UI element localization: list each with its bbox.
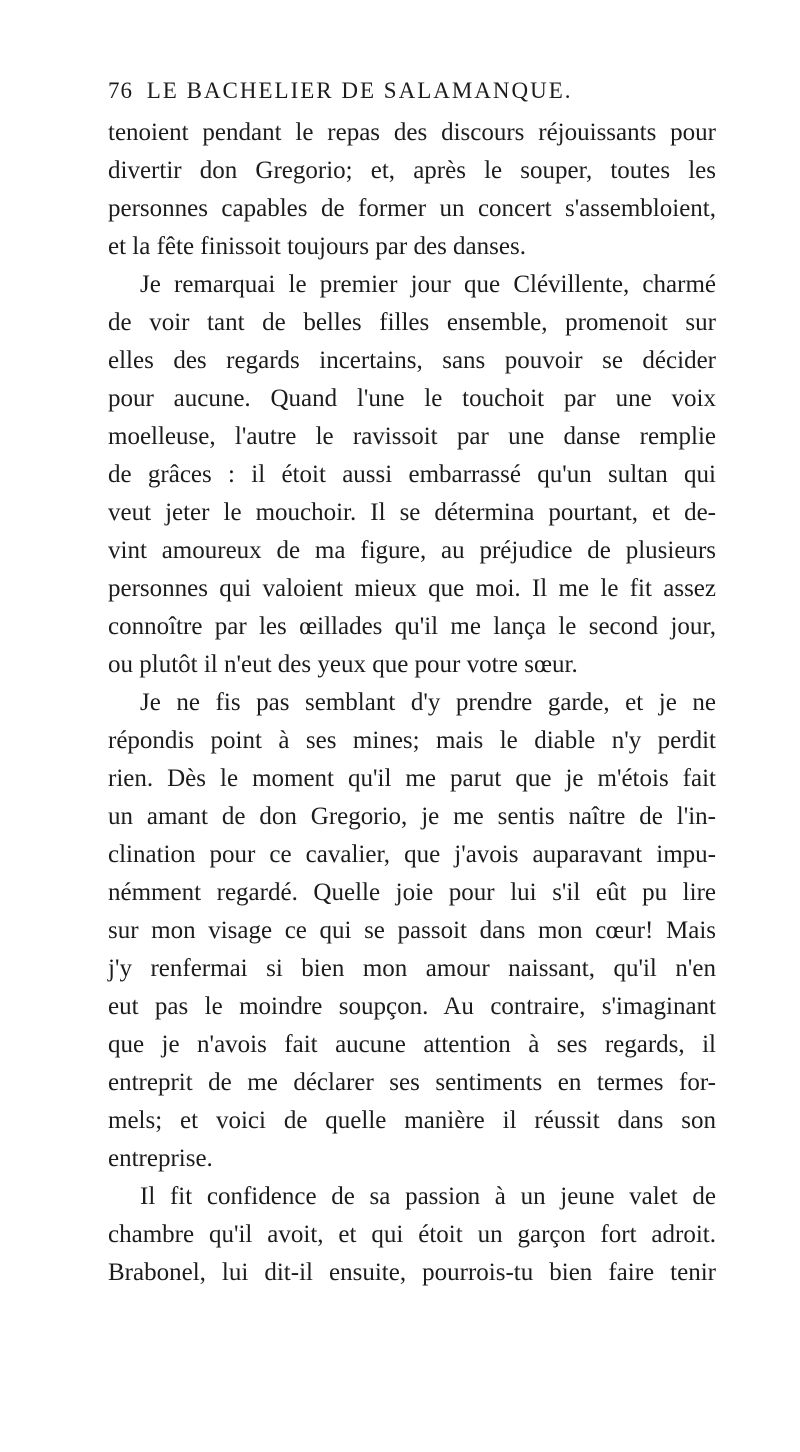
text-line: répondis point à ses mines; mais le diable n'y perdit (108, 727, 716, 754)
text-line: mels; et voici de quelle manière il réussit dans son (108, 1107, 716, 1134)
text-line: divertir don Gregorio; et, après le souper, toutes les (108, 157, 716, 184)
text-line: que je n'avois fait aucune attention à ses regards, il (108, 1031, 716, 1058)
text-line: Je ne fis pas semblant d'y prendre garde, et je ne (140, 689, 716, 716)
text-line: de grâces : il étoit aussi embarrassé qu'un sultan qui (108, 461, 716, 488)
text-line: Brabonel, lui dit-il ensuite, pourrois-tu bien faire tenir (108, 1259, 716, 1286)
text-line: rien. Dès le moment qu'il me parut que je m'étois fait (108, 765, 716, 792)
page-number: 76 (108, 78, 133, 103)
text-line: tenoient pendant le repas des discours réjouissants pour (108, 119, 716, 146)
text-line: Il fit confidence de sa passion à un jeune valet de (140, 1183, 716, 1210)
text-line: vint amoureux de ma figure, au préjudice de plusieurs (108, 537, 716, 564)
text-line: eut pas le moindre soupçon. Au contraire, s'imaginant (108, 993, 716, 1020)
text-line: de voir tant de belles filles ensemble, promenoit sur (108, 309, 716, 336)
text-line: personnes capables de former un concert s'assembloient, (108, 195, 716, 222)
text-line: personnes qui valoient mieux que moi. Il me le fit assez (108, 575, 716, 602)
text-line: connoître par les œillades qu'il me lança le second jour, (108, 613, 716, 640)
text-line: entreprise. (108, 1145, 213, 1172)
text-line: sur mon visage ce qui se passoit dans mon cœur! Mais (108, 917, 716, 944)
text-line: chambre qu'il avoit, et qui étoit un garçon fort adroit. (108, 1221, 716, 1248)
text-line: némment regardé. Quelle joie pour lui s'il eût pu lire (108, 879, 716, 906)
text-line: un amant de don Gregorio, je me sentis naître de l'in- (108, 803, 716, 830)
text-line: veut jeter le mouchoir. Il se détermina pourtant, et de- (108, 499, 716, 526)
text-line: ou plutôt il n'eut des yeux que pour votre sœur. (108, 651, 578, 678)
text-line: elles des regards incertains, sans pouvoir se décider (108, 347, 716, 374)
running-title: LE BACHELIER DE SALAMANQUE. (146, 78, 573, 103)
running-head (108, 78, 688, 112)
text-line: moelleuse, l'autre le ravissoit par une danse remplie (108, 423, 716, 450)
text-line: j'y renfermai si bien mon amour naissant, qu'il n'en (108, 955, 716, 982)
body-text (108, 114, 716, 1292)
text-line: pour aucune. Quand l'une le touchoit par une voix (108, 385, 716, 412)
text-line: et la fête finissoit toujours par des danses. (108, 233, 526, 260)
text-line: Je remarquai le premier jour que Clévillente, charmé (140, 271, 716, 298)
text-line: clination pour ce cavalier, que j'avois auparavant impu- (108, 841, 716, 868)
text-line: entreprit de me déclarer ses sentiments en termes for- (108, 1069, 716, 1096)
